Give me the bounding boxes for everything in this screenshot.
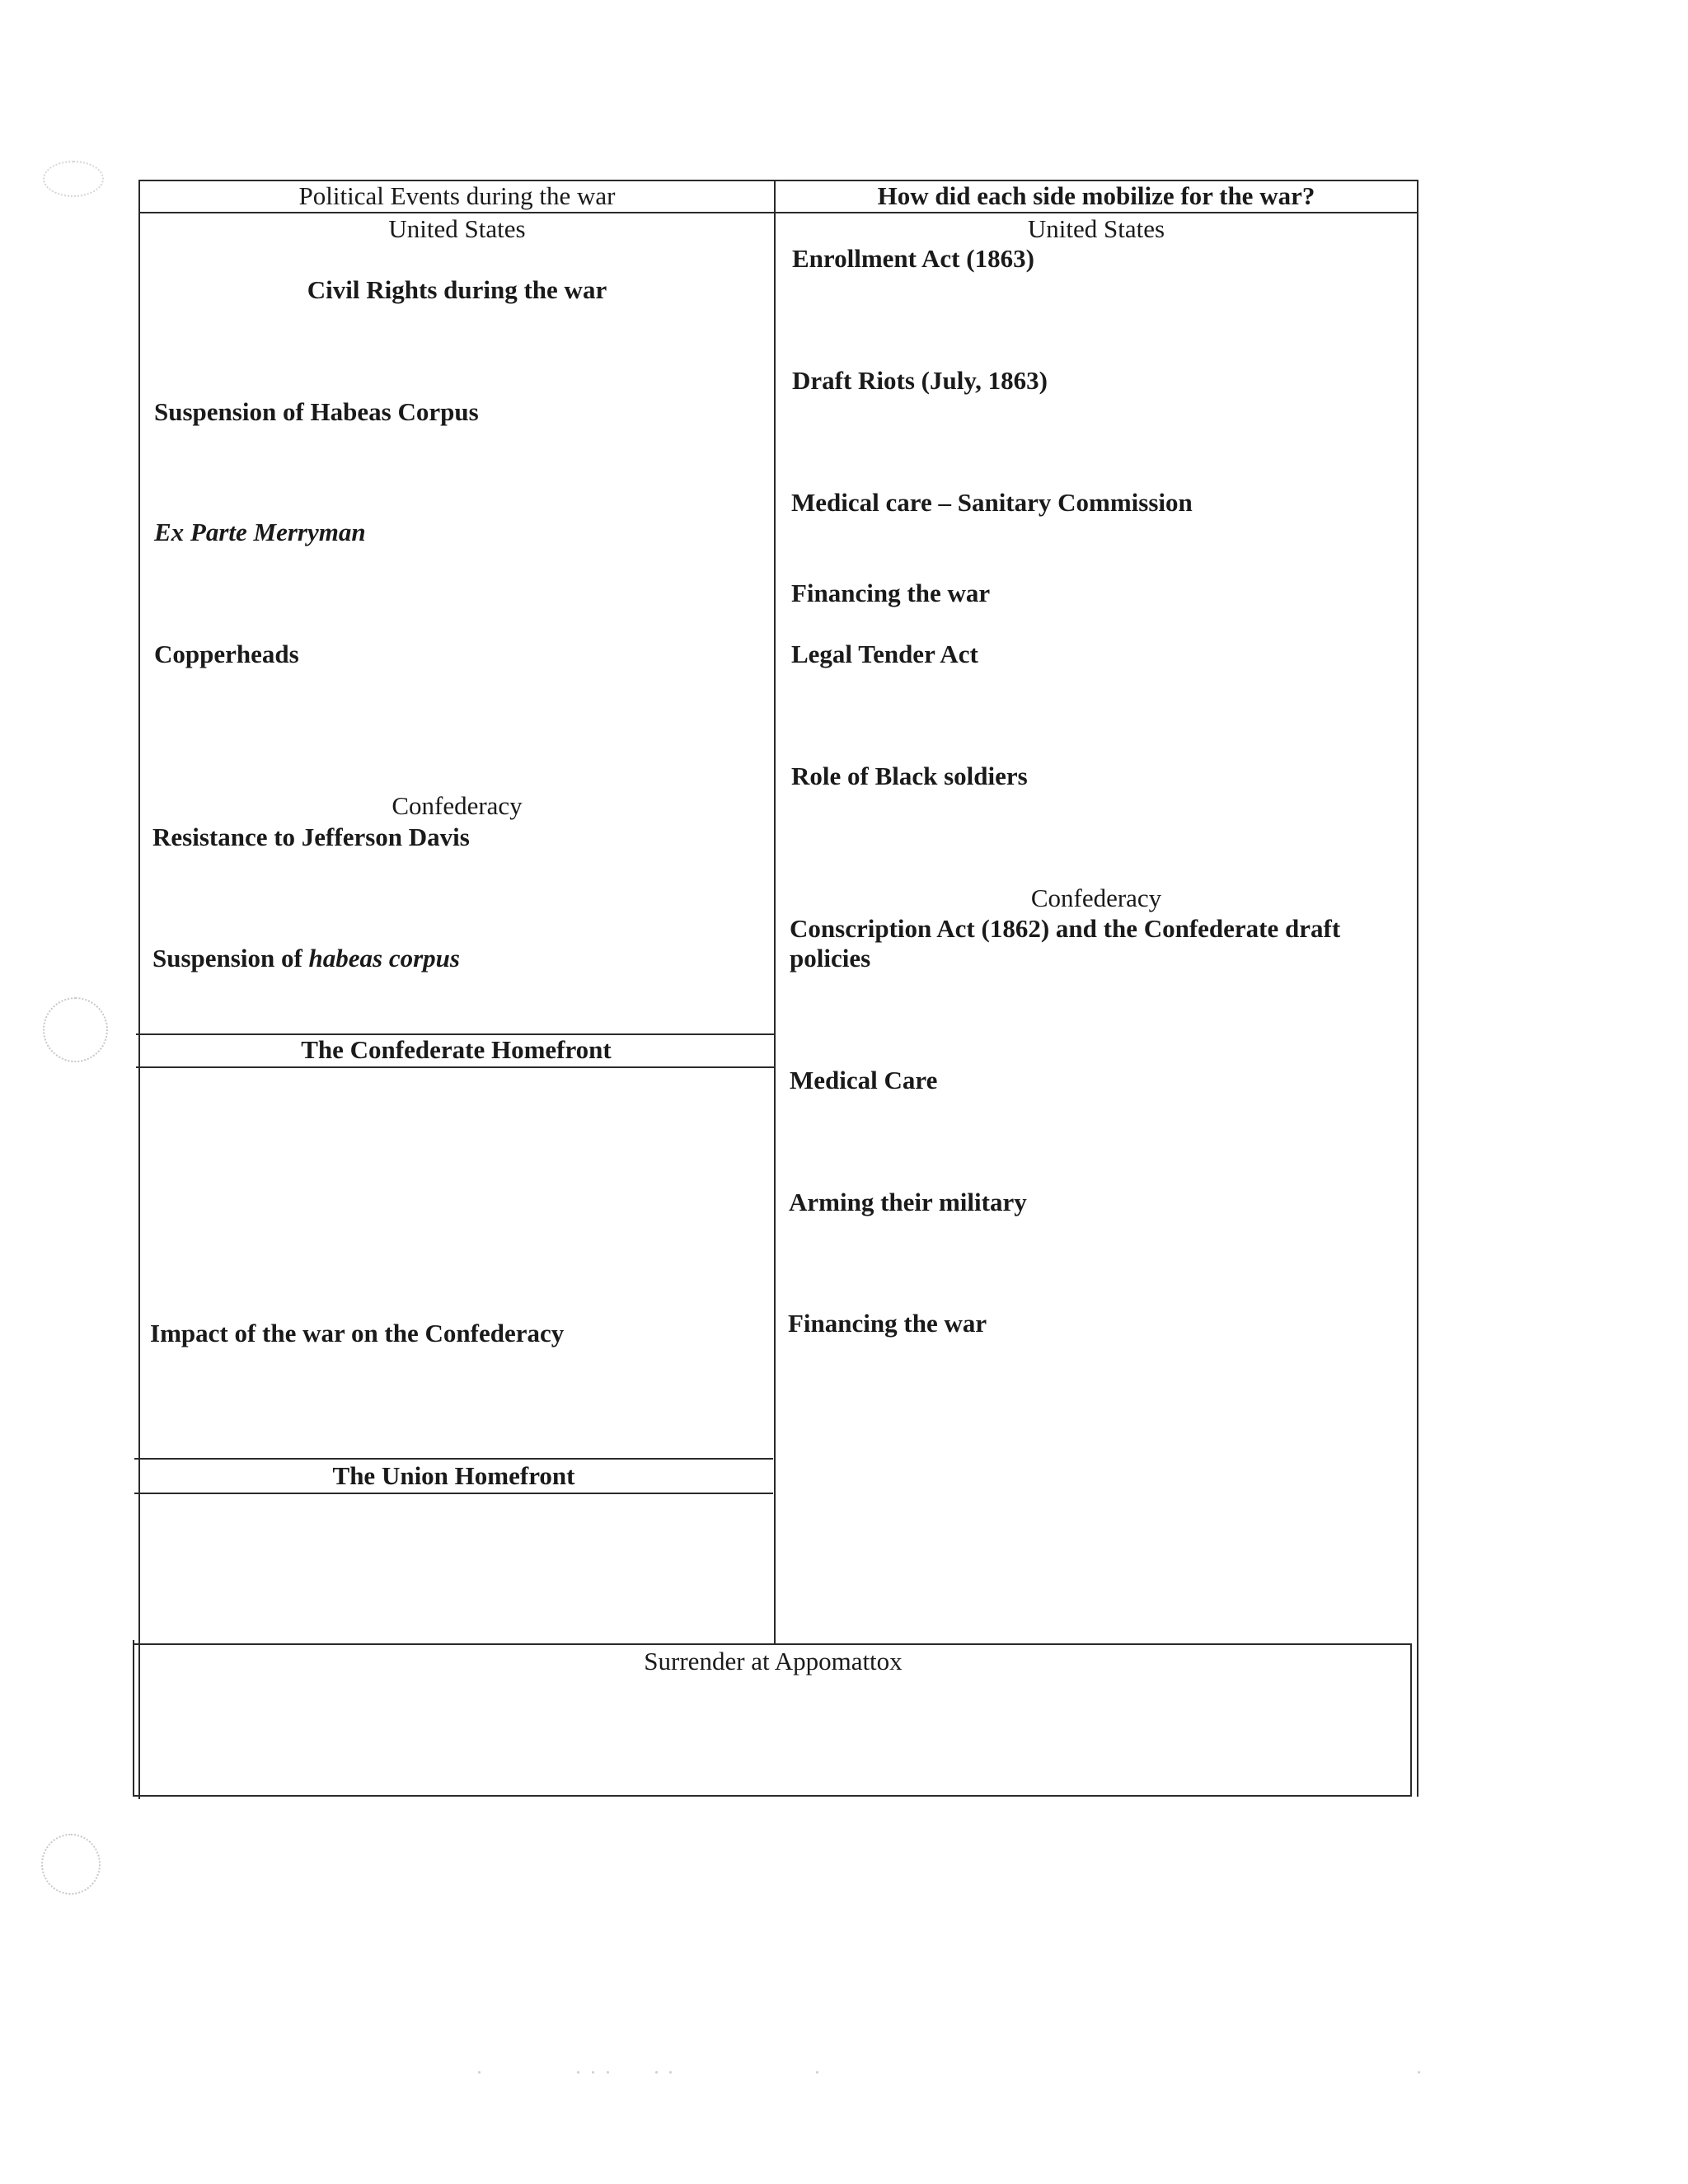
left-us-heading: United States [388, 214, 526, 243]
header-row-divider [138, 212, 1418, 213]
sanitary-commission-label: Medical care – Sanitary Commission [791, 488, 1193, 517]
left-confederacy-heading: Confederacy [392, 791, 523, 820]
table-left-border [138, 180, 140, 1799]
right-us-heading: United States [1027, 214, 1165, 243]
union-homefront-header: The Union Homefront [332, 1461, 575, 1490]
habeas-italic: habeas corpus [308, 944, 460, 972]
union-homefront-bottom-line [134, 1493, 773, 1494]
right-column-header: How did each side mobilize for the war? [877, 181, 1315, 210]
confederate-homefront-bottom-line [136, 1066, 776, 1068]
confederate-habeas-label [152, 944, 460, 973]
draft-riots-label: Draft Riots (July, 1863) [792, 366, 1048, 395]
left-column-header: Political Events during the war [298, 181, 616, 210]
confederate-homefront-header: The Confederate Homefront [301, 1035, 612, 1064]
appomattox-header: Surrender at Appomattox [644, 1647, 903, 1675]
table-right-border [1417, 180, 1418, 1797]
confederate-financing-label: Financing the war [788, 1309, 987, 1338]
resistance-label: Resistance to Jefferson Davis [152, 823, 470, 851]
merryman-label: Ex Parte Merryman [154, 518, 366, 546]
impact-label: Impact of the war on the Confederacy [150, 1319, 565, 1347]
habeas-prefix: Suspension of [152, 944, 309, 972]
conscription-label: Conscription Act (1862) and the Confederate draft policies [790, 914, 1341, 972]
copperheads-label: Copperheads [154, 640, 299, 668]
right-confederacy-heading: Confederacy [1030, 883, 1162, 912]
appomattox-top-line [133, 1643, 1412, 1645]
table-bottom-border [133, 1795, 1412, 1797]
habeas-corpus-label: Suspension of Habeas Corpus [154, 397, 479, 426]
legal-tender-label: Legal Tender Act [791, 640, 978, 668]
enrollment-act-label: Enrollment Act (1863) [792, 244, 1034, 273]
civil-rights-label: Civil Rights during the war [307, 275, 607, 304]
confederate-medical-label: Medical Care [790, 1066, 938, 1094]
us-financing-label: Financing the war [791, 579, 991, 607]
union-homefront-top-line [134, 1458, 773, 1460]
arming-label: Arming their military [789, 1188, 1027, 1216]
black-soldiers-label: Role of Black soldiers [791, 762, 1028, 790]
